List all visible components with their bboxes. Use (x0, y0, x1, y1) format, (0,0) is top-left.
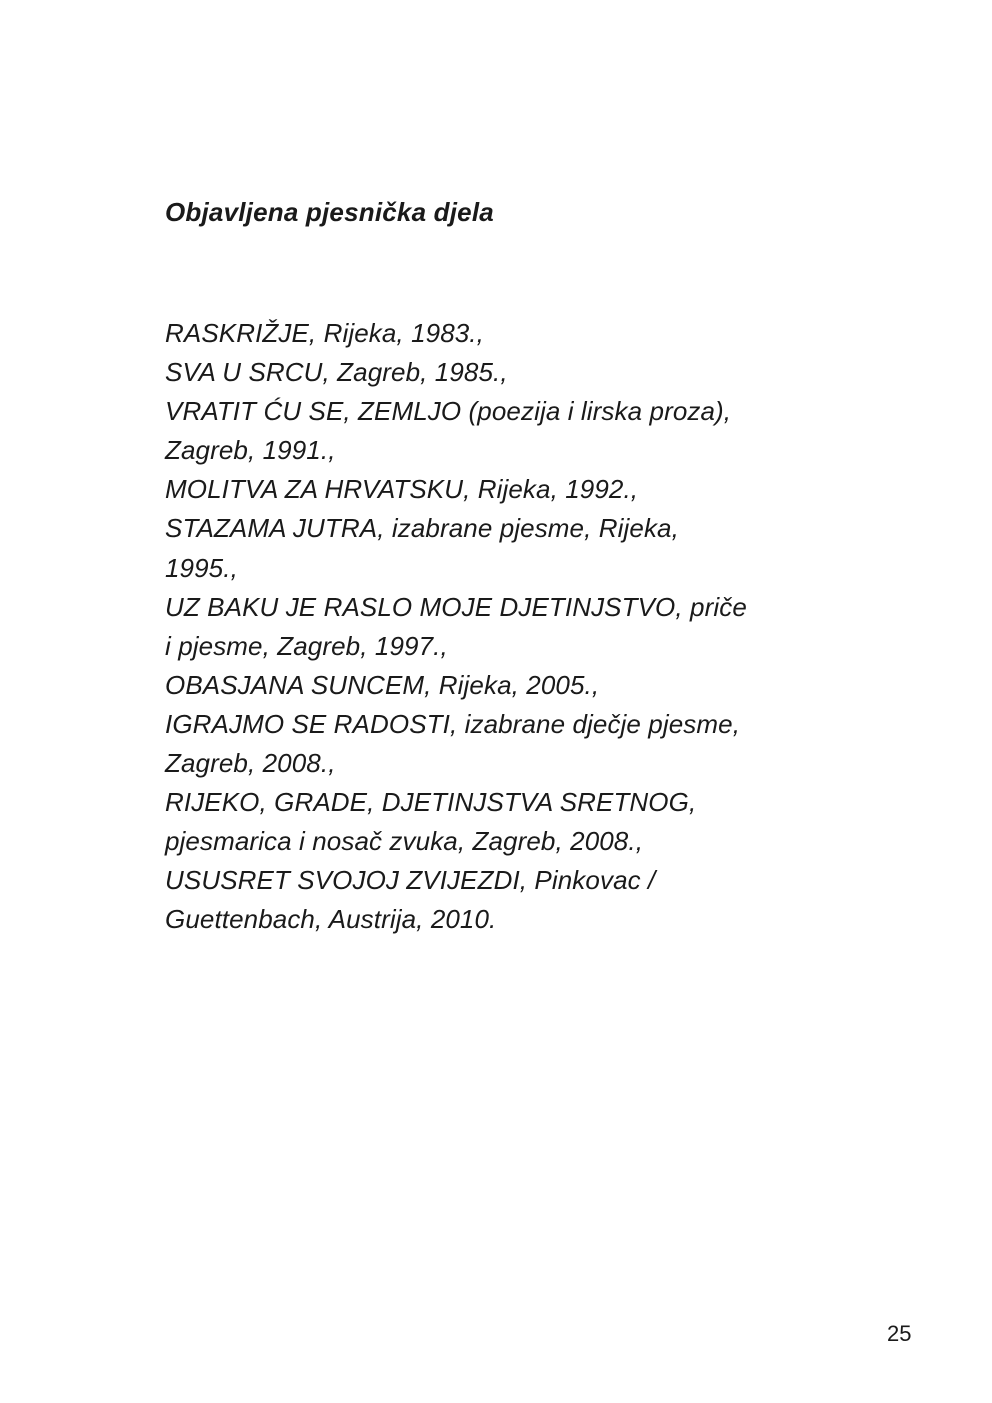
works-line: UZ BAKU JE RASLO MOJE DJETINJSTVO, priče (165, 591, 747, 622)
section-heading: Objavljena pjesnička djela (165, 197, 494, 227)
published-works-list (165, 314, 855, 940)
works-line: 1995., (165, 552, 238, 583)
works-line: USUSRET SVOJOJ ZVIJEZDI, Pinkovac / (165, 865, 656, 896)
works-line: IGRAJMO SE RADOSTI, izabrane dječje pjesme, (165, 708, 741, 739)
works-line: RIJEKO, GRADE, DJETINJSTVA SRETNOG, (165, 787, 697, 818)
works-line: pjesmarica i nosač zvuka, Zagreb, 2008., (165, 826, 644, 857)
works-line: RASKRIŽJE, Rijeka, 1983., (165, 318, 484, 348)
works-line: VRATIT ĆU SE, ZEMLJO (poezija i lirska proza), (165, 396, 732, 427)
page-number: 25 (887, 1321, 912, 1346)
works-line: OBASJANA SUNCEM, Rijeka, 2005., (165, 669, 600, 700)
works-line: Zagreb, 1991., (165, 435, 336, 466)
works-line: Zagreb, 2008., (165, 748, 336, 779)
works-line: i pjesme, Zagreb, 1997., (165, 630, 448, 661)
works-line: MOLITVA ZA HRVATSKU, Rijeka, 1992., (165, 474, 639, 505)
works-line: STAZAMA JUTRA, izabrane pjesme, Rijeka, (165, 513, 679, 544)
works-line: SVA U SRCU, Zagreb, 1985., (165, 357, 508, 388)
works-line: Guettenbach, Austrija, 2010. (165, 904, 497, 935)
